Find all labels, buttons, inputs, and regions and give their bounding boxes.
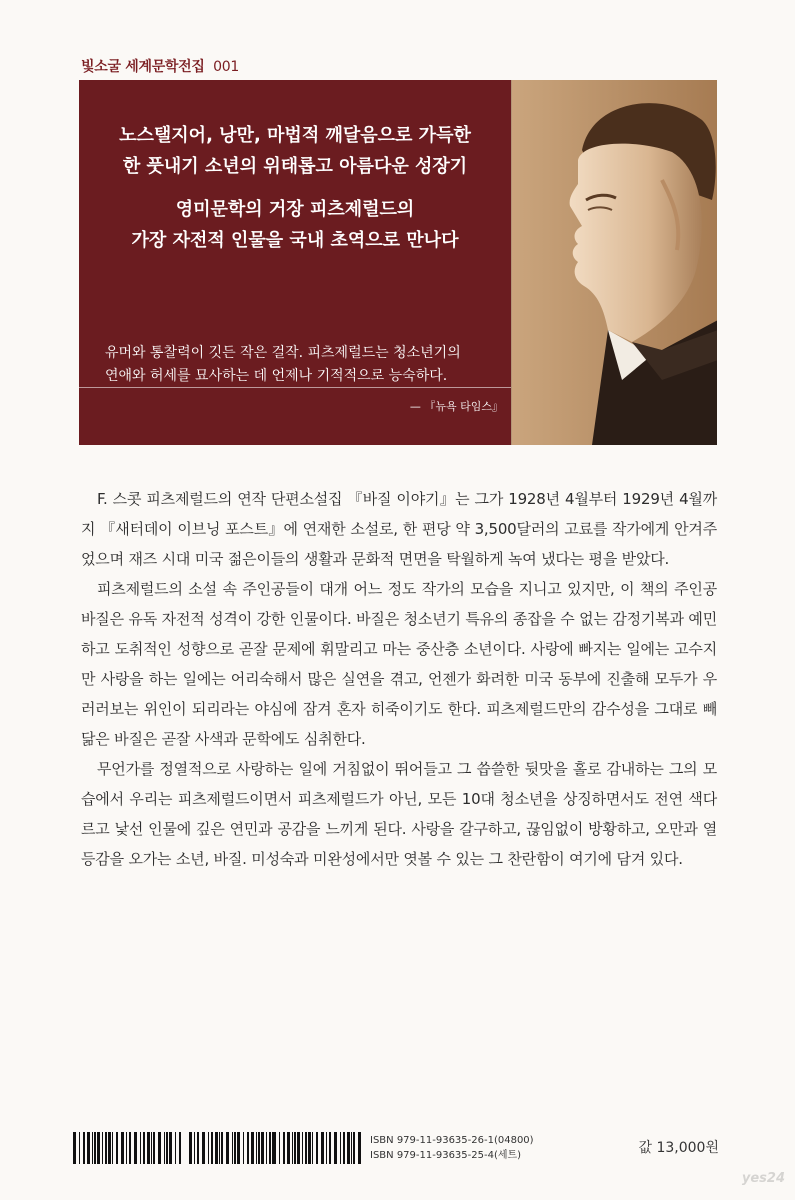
barcode-bar	[126, 1132, 127, 1164]
barcode-bar	[243, 1132, 244, 1164]
banner-text-block	[79, 80, 511, 445]
barcode-bar	[151, 1132, 152, 1164]
headline-line: 한 풋내기 소년의 위태롭고 아름다운 성장기	[122, 156, 468, 177]
barcode-bar	[73, 1132, 76, 1164]
barcode-bar	[294, 1132, 296, 1164]
barcode-bar	[97, 1132, 100, 1164]
barcode-bar	[116, 1132, 118, 1164]
barcode-bar	[108, 1132, 111, 1164]
barcode-bar	[292, 1132, 293, 1164]
barcode-bar	[94, 1132, 96, 1164]
price-label: 값 13,000원	[638, 1140, 719, 1156]
barcode-bar	[343, 1132, 345, 1164]
barcode-bar	[358, 1132, 361, 1164]
banner-headline	[79, 120, 511, 256]
series-title	[81, 56, 239, 76]
barcode-bar	[273, 1132, 276, 1164]
barcode-bar	[211, 1132, 213, 1164]
barcode-bar	[147, 1132, 150, 1164]
barcode-bar	[140, 1132, 141, 1164]
barcode-icon	[73, 1132, 183, 1164]
barcode-bar	[234, 1132, 236, 1164]
barcode-bar	[305, 1132, 307, 1164]
isbn-line: ISBN 979-11-93635-26-1(04800)	[370, 1135, 534, 1146]
barcode-bar	[87, 1132, 90, 1164]
barcode-bar	[102, 1132, 103, 1164]
description-paragraph: 피츠제럴드의 소설 속 주인공들이 대개 어느 정도 작가의 모습을 지니고 있지만, 이 책의 주인공 바질은 유독 자전적 성격이 강한 인물이다. 바질은 청소년기 특유의 종잡을 수 없는 감정기복과 예민하고 도취적인 성향으로 곧잘 문제에 휘말리고 마는 중산층 소년이다. 사랑에 빠지는 일에는 고수지만 사랑을 하는 일에는 어리숙해서 많은 실연을 겪고, 언젠가 화려한 미국 동부에 진출해 모두가 우러러보는 위인이 되리라는 야심에 잠겨 혼자 히죽이기도 한다. 피츠제럴드만의 감수성을 그대로 빼닮은 바질은 곧잘 사색과 문학에도 심취한다.	[81, 580, 717, 748]
quote-line: 유머와 통찰력이 깃든 작은 걸작. 피츠제럴드는 청소년기의	[105, 345, 461, 361]
barcode-bar	[169, 1132, 172, 1164]
headline-line: 노스탤지어, 낭만, 마법적 깨달음으로 가득한	[119, 125, 471, 146]
barcode-bar	[329, 1132, 331, 1164]
barcode-bar	[83, 1132, 85, 1164]
barcode-bar	[79, 1132, 80, 1164]
review-source: — 『뉴욕 타임스』	[409, 400, 503, 413]
barcode-icon	[273, 1132, 361, 1164]
barcode-bar	[312, 1132, 313, 1164]
barcode-bar	[158, 1132, 161, 1164]
barcode-bar	[226, 1132, 229, 1164]
barcode-bar	[261, 1132, 264, 1164]
isbn-line: ISBN 979-11-93635-25-4(세트)	[370, 1150, 522, 1161]
barcode-bar	[269, 1132, 271, 1164]
barcode-bar	[221, 1132, 223, 1164]
barcode-bar	[215, 1132, 218, 1164]
barcode-bar	[321, 1132, 324, 1164]
barcode-bar	[202, 1132, 205, 1164]
barcode-bar	[302, 1132, 303, 1164]
barcode-bar	[153, 1132, 155, 1164]
barcode-bar	[232, 1132, 233, 1164]
barcode-bar	[105, 1132, 107, 1164]
barcode-bar	[297, 1132, 300, 1164]
headline-line: 가장 자전적 인물을 국내 초역으로 만나다	[131, 230, 459, 251]
isbn-info	[370, 1133, 534, 1163]
barcode-bar	[219, 1132, 220, 1164]
quote-line: 연애와 허세를 묘사하는 데 언제나 기적적으로 능숙하다.	[105, 368, 448, 384]
barcode-bar	[308, 1132, 311, 1164]
barcode-bar	[134, 1132, 137, 1164]
barcode-bar	[334, 1132, 337, 1164]
headline-line: 영미문학의 거장 피츠제럴드의	[175, 199, 415, 220]
barcode-bar	[112, 1132, 113, 1164]
promo-banner	[79, 80, 717, 445]
barcode-bar	[316, 1132, 318, 1164]
barcode-bar	[175, 1132, 176, 1164]
barcode-bar	[258, 1132, 260, 1164]
barcode-bar	[247, 1132, 249, 1164]
barcode-bar	[143, 1132, 145, 1164]
barcode-bar	[279, 1132, 280, 1164]
barcode-bar	[197, 1132, 199, 1164]
barcode-bar	[326, 1132, 327, 1164]
series-name: 빛소굴 세계문학전집	[81, 59, 205, 75]
watermark-logo: yes24	[741, 1171, 785, 1186]
barcode-bar	[266, 1132, 267, 1164]
barcode-icon	[189, 1132, 275, 1164]
barcode-bar	[179, 1132, 181, 1164]
barcode-bar	[121, 1132, 124, 1164]
description-paragraph: 무언가를 정열적으로 사랑하는 일에 거침없이 뛰어들고 그 씁쓸한 뒷맛을 홀로 감내하는 그의 모습에서 우리는 피츠제럴드이면서 피츠제럴드가 아닌, 모든 10대 청소년을 상징하면서도 전연 색다르고 낯선 인물에 깊은 연민과 공감을 느끼게 된다. 사랑을 갈구하고, 끊임없이 방황하고, 오만과 열등감을 오가는 소년, 바질. 미성숙과 미완성에서만 엿볼 수 있는 그 찬란함이 여기에 담겨 있다.	[81, 760, 717, 868]
barcode-bar	[208, 1132, 209, 1164]
series-number: 001	[213, 59, 239, 75]
barcode-bar	[166, 1132, 168, 1164]
barcode-bar	[189, 1132, 192, 1164]
barcode-bar	[351, 1132, 352, 1164]
barcode-bar	[129, 1132, 131, 1164]
barcode-bar	[340, 1132, 341, 1164]
barcode-bar	[92, 1132, 93, 1164]
book-description	[81, 484, 717, 874]
barcode-bar	[347, 1132, 350, 1164]
barcode-bar	[353, 1132, 355, 1164]
barcode-bar	[251, 1132, 254, 1164]
description-paragraph: F. 스콧 피츠제럴드의 연작 단편소설집 『바질 이야기』는 그가 1928년 4월부터 1929년 4월까지 『새터데이 이브닝 포스트』에 연재한 소설로, 한 편당 약 3,500달러의 고료를 작가에게 안겨주었으며 재즈 시대 미국 젊은이들의 생활과 문화적 면면을 탁월하게 녹여 냈다는 평을 받았다.	[81, 490, 717, 568]
barcode-bar	[256, 1132, 257, 1164]
barcode-bar	[287, 1132, 290, 1164]
author-portrait	[511, 80, 717, 445]
barcode-bar	[283, 1132, 285, 1164]
review-quote	[105, 342, 509, 388]
barcode-bar	[164, 1132, 165, 1164]
barcode-bar	[237, 1132, 240, 1164]
barcode-bar	[194, 1132, 195, 1164]
